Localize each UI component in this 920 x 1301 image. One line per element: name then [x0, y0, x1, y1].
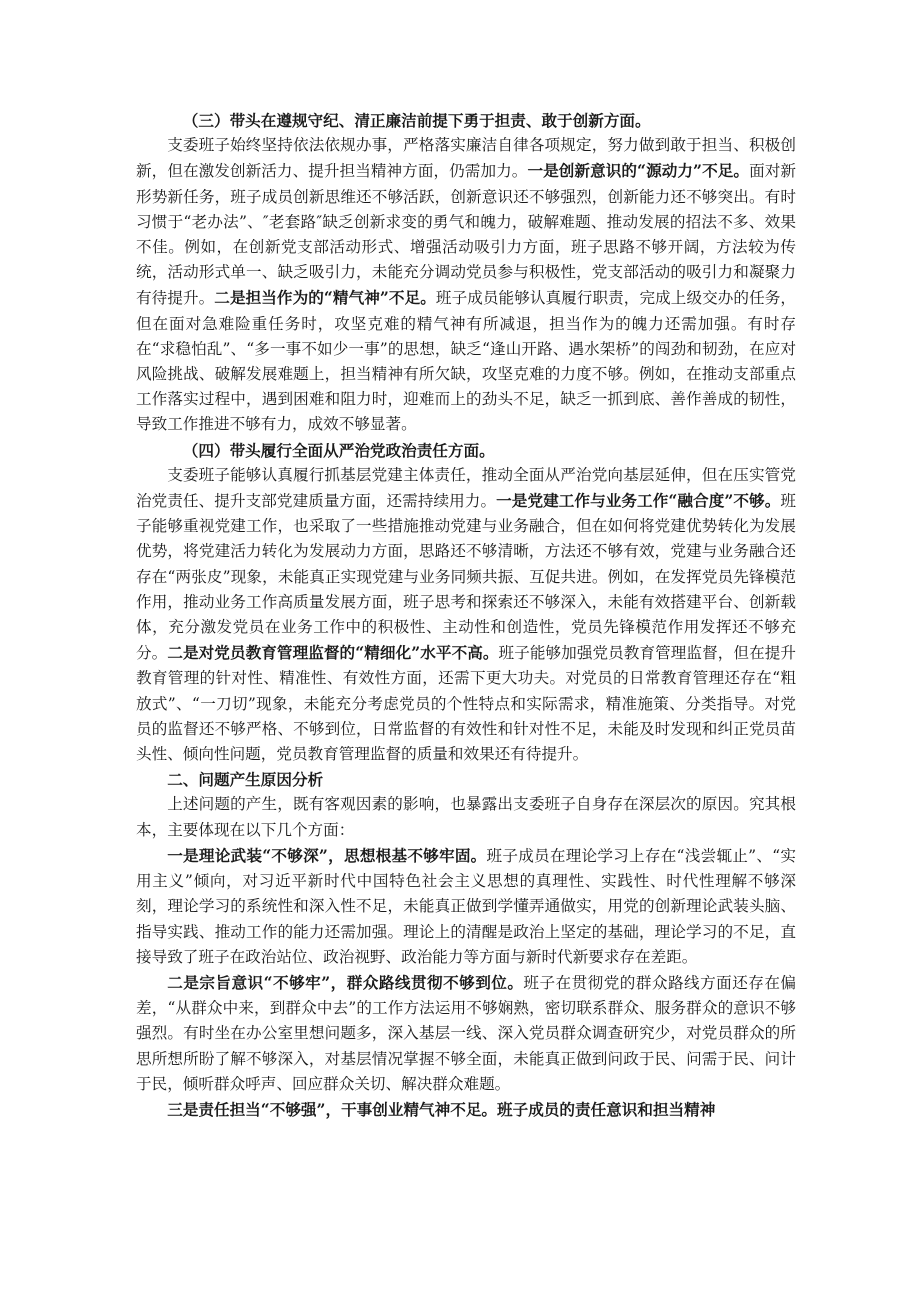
reason-2-text: 班子在贯彻党的群众路线方面还存在偏差，“从群众中来，到群众中去”的工作方法运用不够娴熟，密切联系群众、服务群众的意识不够强烈。有时坐在办公室里想问题多，深入基层一线、深入党员群众调查研究少，对党员群众的所思所想所盼了解不够深入，对基层情况掌握不够全面，未能真正做到问政于民、问需于民、问计于民，倾听群众呼声、回应群众关切、解决群众难题。: [136, 973, 796, 1093]
section-3-point-2-title: 二是担当作为的“精气神”不足。: [214, 288, 436, 308]
section-4-point-2-text: 班子能够加强党员教育管理监督，但在提升教育管理的针对性、精准性、有效性方面，还需下更大功夫。对党员的日常教育管理还存在“粗放式”、“一刀切”现象，未能充分考虑党员的个性特点和实际需求，精准施策、分类指导。对党员的监督还不够严格、不够到位，日常监督的有效性和针对性不足，未能及时发现和纠正党员苗头性、倾向性问题，党员教育管理监督的质量和效果还有待提升。: [136, 644, 796, 764]
section-3-point-1-text: 面对新形势新任务，班子成员创新思维还不够活跃，创新意识还不够强烈，创新能力还不够突出。有时习惯于“老办法”、″老套路″缺乏创新求变的勇气和魄力，破解难题、推动发展的招法不多、效果不佳。例如，在创新党支部活动形式、增强活动吸引力方面，班子思路不够开阔，方法较为传统，活动形式单一、缺乏吸引力，未能充分调动党员参与积极性，党支部活动的吸引力和凝聚力有待提升。: [136, 162, 796, 308]
reason-3-text: 班子成员的责任意识和担当精神: [497, 1099, 716, 1119]
reason-3-title: 三是责任担当“不够强”，干事创业精气神不足。: [167, 1099, 498, 1119]
reason-1-paragraph: [136, 843, 796, 970]
section-4-point-1-text: 班子能够重视党建工作，也采取了一些措施推动党建与业务融合，但在如何将党建优势转化为发展优势，将党建活力转化为发展动力方面，思路还不够清晰，方法还不够有效，党建与业务融合还存在“两张皮”现象，未能真正实现党建与业务同频共振、互促共进。例如，在发挥党员先锋模范作用，推动业务工作高质量发展方面，班子思考和探索还不够深入，未能有效搭建平台、创新载体，充分激发党员在业务工作中的积极性、主动性和创造性，党员先锋模范作用发挥还不够充分。: [136, 492, 796, 663]
section-4-paragraph: [136, 463, 796, 767]
document-page: [136, 108, 796, 1123]
section-4-point-1-title: 一是党建工作与业务工作“融合度”不够。: [496, 491, 781, 511]
reason-1-title: 一是理论武装“不够深”，思想根基不够牢固。: [167, 845, 487, 865]
section-3-intro: 支委班子始终坚持依法依规办事，严格落实廉洁自律各项规定，努力做到敢于担当、积极创新，但在激发创新活力、提升担当精神方面，仍需加力。: [136, 136, 796, 181]
reason-1-text: 班子成员在理论学习上存在“浅尝辄止”、“实用主义”倾向，对习近平新时代中国特色社会主义思想的真理性、实践性、时代性理解不够深刻，理论学习的系统性和深入性不足，未能真正做到学懂弄通做实，用党的创新理论武装头脑、指导实践、推动工作的能力还需加强。理论上的清醒是政治上坚定的基础，理论学习的不足，直接导致了班子在政治站位、政治视野、政治能力等方面与新时代新要求存在差距。: [136, 846, 796, 966]
section-3-paragraph: [136, 133, 796, 437]
reason-2-title: 二是宗旨意识“不够牢”，群众路线贯彻不够到位。: [167, 972, 524, 992]
part-2-heading: 二、问题产生原因分析: [167, 770, 324, 790]
reason-3-paragraph: [136, 1097, 796, 1123]
section-4-point-2-title: 二是对党员教育管理监督的“精细化”水平不高。: [167, 643, 499, 663]
reason-2-paragraph: [136, 970, 796, 1097]
section-3-point-1-title: 一是创新意识的“源动力”不足。: [527, 161, 750, 181]
section-3-heading: （三）带头在遵规守纪、清正廉洁前提下勇于担责、敢于创新方面。: [182, 111, 651, 130]
part-2-intro: 上述问题的产生，既有客观因素的影响，也暴露出支委班子自身存在深层次的原因。究其根本，主要体现在以下几个方面：: [136, 795, 796, 839]
section-4-heading: （四）带头履行全面从严治党政治责任方面。: [182, 440, 495, 460]
section-4-intro: 支委班子能够认真履行抓基层党建主体责任，推动全面从严治党向基层延伸，但在压实管党治党责任、提升支部党建质量方面，还需持续用力。: [136, 465, 796, 511]
section-3-point-2-text: 班子成员能够认真履行职责，完成上级交办的任务，但在面对急难险重任务时，攻坚克难的精气神有所减退，担当作为的魄力还需加强。有时存在“求稳怕乱”、“多一事不如少一事”的思想，缺乏“逢山开路、遇水架桥”的闯劲和韧劲，在应对风险挑战、破解发展难题上，担当精神有所欠缺，攻坚克难的力度不够。例如，在推动支部重点工作落实过程中，遇到困难和阻力时，迎难而上的劲头不足，缺乏一抓到底、善作善成的韧性，导致工作推进不够有力，成效不够显著。: [136, 289, 796, 434]
